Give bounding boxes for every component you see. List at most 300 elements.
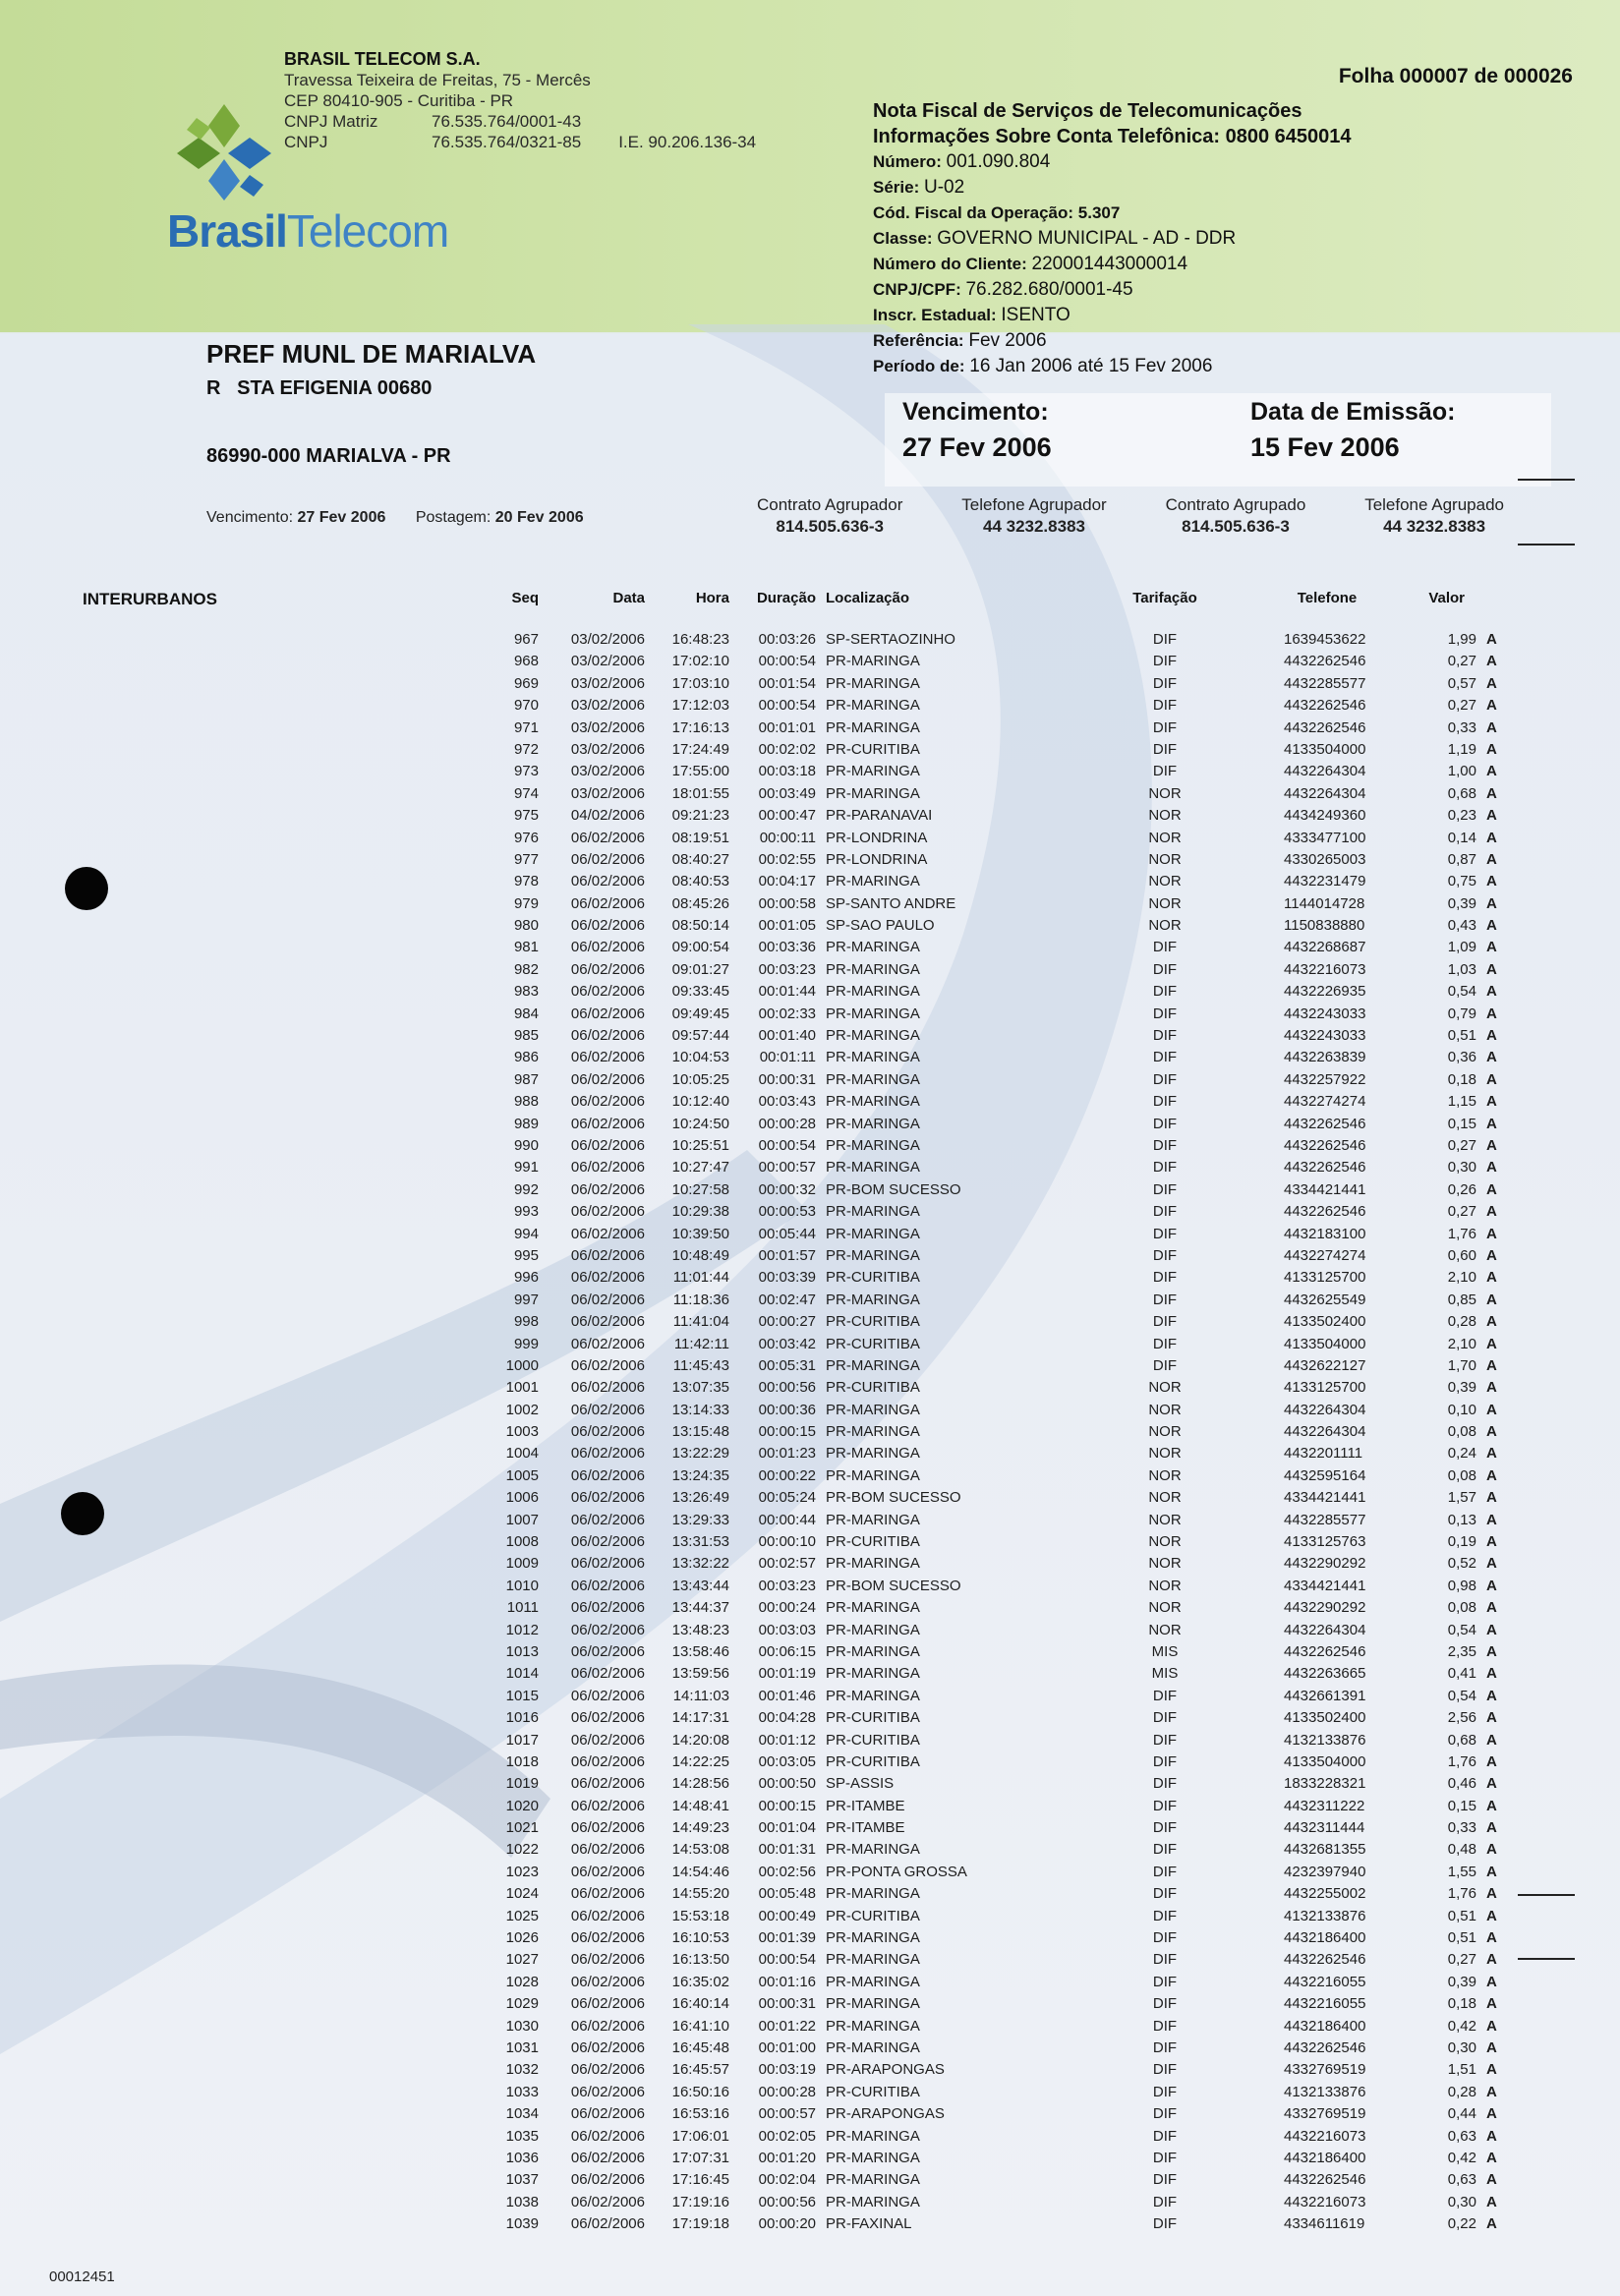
- cell-localizacao: PR-MARINGA: [826, 674, 920, 692]
- cell-seq: 1001: [505, 1379, 539, 1397]
- cell-localizacao: PR-MARINGA: [826, 1466, 920, 1484]
- cell-tarifacao: DIF: [1152, 1203, 1178, 1221]
- cell-telefone: 4334421441: [1284, 1489, 1366, 1507]
- cell-tax-flag: A: [1486, 1356, 1497, 1374]
- cell-hora: 17:19:16: [671, 2193, 729, 2210]
- cell-valor: 0,27: [1447, 1951, 1476, 1969]
- cell-localizacao: PR-MARINGA: [826, 1423, 920, 1441]
- cell-telefone: 1833228321: [1284, 1775, 1366, 1793]
- cell-tarifacao: DIF: [1152, 718, 1178, 736]
- cell-telefone: 4332769519: [1284, 2105, 1366, 2123]
- cell-tarifacao: DIF: [1152, 1995, 1178, 2013]
- brasil-telecom-logo-icon: [167, 96, 281, 204]
- cell-data: 06/02/2006: [570, 2083, 645, 2100]
- cell-duracao: 00:03:26: [758, 631, 816, 648]
- invoice-numero: Número: 001.090.804: [873, 151, 1051, 172]
- cell-duracao: 00:02:02: [758, 740, 816, 758]
- cell-data: 06/02/2006: [570, 894, 645, 912]
- cell-hora: 16:41:10: [671, 2017, 729, 2035]
- cell-tax-flag: A: [1486, 1599, 1497, 1617]
- cell-valor: 0,98: [1447, 1577, 1476, 1594]
- cell-duracao: 00:00:36: [758, 1401, 816, 1418]
- cell-tax-flag: A: [1486, 1863, 1497, 1880]
- cell-localizacao: PR-PONTA GROSSA: [826, 1863, 967, 1880]
- company-name: BRASIL TELECOM S.A.: [284, 49, 481, 69]
- cell-duracao: 00:00:54: [758, 1136, 816, 1154]
- cell-valor: 0,54: [1447, 1621, 1476, 1638]
- cell-hora: 13:26:49: [671, 1489, 729, 1507]
- cell-duracao: 00:00:28: [758, 1115, 816, 1132]
- cell-tax-flag: A: [1486, 1115, 1497, 1132]
- cell-data: 03/02/2006: [570, 784, 645, 802]
- cell-seq: 1006: [505, 1489, 539, 1507]
- cell-hora: 10:27:47: [671, 1159, 729, 1177]
- cell-valor: 0,08: [1447, 1599, 1476, 1617]
- cell-data: 06/02/2006: [570, 1775, 645, 1793]
- cell-hora: 14:22:25: [671, 1752, 729, 1770]
- cell-tax-flag: A: [1486, 1533, 1497, 1551]
- table-row: [462, 1157, 1514, 1178]
- cell-data: 06/02/2006: [570, 983, 645, 1001]
- cell-valor: 0,51: [1447, 1929, 1476, 1947]
- cell-valor: 0,18: [1447, 1995, 1476, 2013]
- table-row: [462, 1069, 1514, 1091]
- table-row: [462, 981, 1514, 1003]
- cell-tarifacao: DIF: [1152, 1027, 1178, 1045]
- cell-valor: 0,28: [1447, 1313, 1476, 1331]
- cell-seq: 999: [513, 1335, 539, 1352]
- grouped-contract: Contrato Agrupado 814.505.636-3: [1165, 495, 1306, 536]
- table-row: [462, 695, 1514, 717]
- cell-data: 06/02/2006: [570, 1621, 645, 1638]
- cell-duracao: 00:01:39: [758, 1929, 816, 1947]
- cell-seq: 1036: [505, 2149, 539, 2166]
- cell-hora: 14:28:56: [671, 1775, 729, 1793]
- cell-hora: 09:00:54: [671, 939, 729, 956]
- cell-localizacao: PR-MARINGA: [826, 1225, 920, 1242]
- cell-tax-flag: A: [1486, 784, 1497, 802]
- table-row: [462, 1421, 1514, 1443]
- cell-localizacao: PR-CURITIBA: [826, 1709, 920, 1727]
- cell-hora: 13:07:35: [671, 1379, 729, 1397]
- cell-hora: 13:14:33: [671, 1401, 729, 1418]
- cell-data: 03/02/2006: [570, 718, 645, 736]
- cell-valor: 0,27: [1447, 653, 1476, 670]
- cell-localizacao: PR-MARINGA: [826, 1291, 920, 1308]
- cell-duracao: 00:01:22: [758, 2017, 816, 2035]
- cell-data: 06/02/2006: [570, 2039, 645, 2056]
- cell-seq: 1038: [505, 2193, 539, 2210]
- cell-data: 06/02/2006: [570, 1423, 645, 1441]
- invoice-cfop: Cód. Fiscal da Operação: 5.307: [873, 203, 1121, 222]
- cell-localizacao: SP-ASSIS: [826, 1775, 895, 1793]
- cell-telefone: 4133504000: [1284, 1335, 1366, 1352]
- cell-tarifacao: DIF: [1152, 763, 1178, 780]
- invoice-info-line: Informações Sobre Conta Telefônica: 0800 6450014: [873, 126, 1352, 147]
- cell-hora: 13:59:56: [671, 1665, 729, 1683]
- cell-tax-flag: A: [1486, 1180, 1497, 1198]
- cell-data: 06/02/2006: [570, 1533, 645, 1551]
- cell-seq: 975: [513, 807, 539, 825]
- table-row: [462, 1883, 1514, 1905]
- cell-tarifacao: DIF: [1152, 1797, 1178, 1814]
- cell-localizacao: PR-LONDRINA: [826, 829, 928, 846]
- cell-valor: 0,27: [1447, 697, 1476, 715]
- cell-tax-flag: A: [1486, 2171, 1497, 2189]
- cell-tax-flag: A: [1486, 2061, 1497, 2079]
- cell-data: 06/02/2006: [570, 1752, 645, 1770]
- cell-tarifacao: DIF: [1152, 1335, 1178, 1352]
- cell-valor: 0,54: [1447, 1687, 1476, 1704]
- cell-tarifacao: DIF: [1152, 1929, 1178, 1947]
- cell-duracao: 00:01:11: [759, 1049, 816, 1066]
- cell-localizacao: PR-ARAPONGAS: [826, 2105, 945, 2123]
- cell-duracao: 00:02:05: [758, 2127, 816, 2145]
- cell-duracao: 00:02:47: [758, 1291, 816, 1308]
- cell-data: 06/02/2006: [570, 1642, 645, 1660]
- cell-tarifacao: DIF: [1152, 1841, 1178, 1859]
- cell-valor: 2,10: [1447, 1269, 1476, 1287]
- brand-logo-text: [167, 204, 448, 258]
- cell-valor: 0,79: [1447, 1004, 1476, 1022]
- cell-data: 03/02/2006: [570, 631, 645, 648]
- cell-duracao: 00:01:57: [758, 1246, 816, 1264]
- cell-seq: 1012: [505, 1621, 539, 1638]
- table-row: [462, 2082, 1514, 2103]
- cell-localizacao: PR-MARINGA: [826, 2039, 920, 2056]
- cell-duracao: 00:00:24: [758, 1599, 816, 1617]
- cell-tarifacao: DIF: [1152, 983, 1178, 1001]
- cell-localizacao: PR-MARINGA: [826, 1841, 920, 1859]
- cell-tax-flag: A: [1486, 850, 1497, 868]
- cell-tax-flag: A: [1486, 1027, 1497, 1045]
- cell-seq: 1034: [505, 2105, 539, 2123]
- cell-tarifacao: DIF: [1152, 1049, 1178, 1066]
- cell-telefone: 4432216055: [1284, 1995, 1366, 2013]
- cell-data: 06/02/2006: [570, 1203, 645, 1221]
- cell-tarifacao: NOR: [1148, 873, 1182, 890]
- cell-valor: 1,51: [1447, 2061, 1476, 2079]
- due-date-label: Vencimento:: [902, 398, 1049, 426]
- cell-valor: 1,76: [1447, 1752, 1476, 1770]
- table-row: [462, 1377, 1514, 1399]
- cell-hora: 10:05:25: [671, 1070, 729, 1088]
- cell-valor: 0,39: [1447, 1379, 1476, 1397]
- cell-localizacao: PR-MARINGA: [826, 873, 920, 890]
- table-row: [462, 2126, 1514, 2148]
- table-row: [462, 1597, 1514, 1619]
- cell-telefone: 4432255002: [1284, 1885, 1366, 1903]
- cell-localizacao: PR-CURITIBA: [826, 1731, 920, 1749]
- cell-telefone: 4432262546: [1284, 1136, 1366, 1154]
- cell-data: 06/02/2006: [570, 2171, 645, 2189]
- cell-duracao: 00:03:18: [758, 763, 816, 780]
- cell-hora: 10:29:38: [671, 1203, 729, 1221]
- cell-localizacao: PR-MARINGA: [826, 1951, 920, 1969]
- table-row: [462, 893, 1514, 915]
- table-row: [462, 1641, 1514, 1663]
- cell-telefone: 4432311444: [1284, 1819, 1365, 1837]
- table-row: [462, 1663, 1514, 1685]
- cell-valor: 0,68: [1447, 1731, 1476, 1749]
- cell-tarifacao: DIF: [1152, 1313, 1178, 1331]
- cell-localizacao: PR-ARAPONGAS: [826, 2061, 945, 2079]
- cell-seq: 1029: [505, 1995, 539, 2013]
- cell-seq: 976: [513, 829, 539, 846]
- recipient-city: 86990-000 MARIALVA - PR: [206, 445, 451, 467]
- cell-hora: 13:32:22: [671, 1555, 729, 1573]
- cnpj-value: 76.535.764/0321-85: [432, 133, 582, 151]
- cell-tarifacao: DIF: [1152, 2149, 1178, 2166]
- margin-mark: [1518, 1958, 1575, 1960]
- table-row: [462, 2192, 1514, 2213]
- cell-tarifacao: NOR: [1148, 1533, 1182, 1551]
- cell-hora: 17:07:31: [671, 2149, 729, 2166]
- table-row: [462, 2148, 1514, 2169]
- cell-localizacao: PR-MARINGA: [826, 1027, 920, 1045]
- cell-tax-flag: A: [1486, 1995, 1497, 2013]
- table-row: [462, 1993, 1514, 2015]
- cell-valor: 1,57: [1447, 1489, 1476, 1507]
- cell-telefone: 4133504000: [1284, 740, 1366, 758]
- cell-hora: 16:48:23: [671, 631, 729, 648]
- cell-duracao: 00:00:54: [758, 1951, 816, 1969]
- cell-hora: 14:11:03: [672, 1687, 729, 1704]
- cell-seq: 991: [513, 1159, 539, 1177]
- cell-valor: 0,14: [1447, 829, 1476, 846]
- cell-tarifacao: DIF: [1152, 939, 1178, 956]
- cell-data: 06/02/2006: [570, 1555, 645, 1573]
- cell-duracao: 00:02:33: [758, 1004, 816, 1022]
- cell-data: 06/02/2006: [570, 1489, 645, 1507]
- cell-tarifacao: DIF: [1152, 1225, 1178, 1242]
- cell-seq: 1004: [505, 1445, 539, 1463]
- cell-tax-flag: A: [1486, 1885, 1497, 1903]
- table-row: [462, 651, 1514, 672]
- cell-hora: 17:16:13: [671, 718, 729, 736]
- cell-tarifacao: DIF: [1152, 697, 1178, 715]
- cell-valor: 0,42: [1447, 2017, 1476, 2035]
- cell-localizacao: PR-CURITIBA: [826, 740, 920, 758]
- col-data: Data: [612, 590, 645, 606]
- margin-mark: [1518, 1894, 1575, 1896]
- cell-hora: 13:48:23: [671, 1621, 729, 1638]
- cell-data: 06/02/2006: [570, 1709, 645, 1727]
- cell-duracao: 00:02:57: [758, 1555, 816, 1573]
- cell-data: 06/02/2006: [570, 1246, 645, 1264]
- table-header: [462, 590, 1514, 629]
- cell-valor: 1,19: [1447, 740, 1476, 758]
- cell-seq: 986: [513, 1049, 539, 1066]
- cell-duracao: 00:05:24: [758, 1489, 816, 1507]
- cell-valor: 0,23: [1447, 807, 1476, 825]
- cell-hora: 09:49:45: [671, 1004, 729, 1022]
- cell-data: 06/02/2006: [570, 1863, 645, 1880]
- cell-seq: 990: [513, 1136, 539, 1154]
- cell-duracao: 00:02:56: [758, 1863, 816, 1880]
- ie-value: I.E. 90.206.136-34: [618, 133, 757, 151]
- cell-valor: 0,08: [1447, 1423, 1476, 1441]
- cell-hora: 08:50:14: [671, 917, 729, 935]
- cell-tax-flag: A: [1486, 2039, 1497, 2056]
- cell-hora: 16:45:48: [671, 2039, 729, 2056]
- cell-seq: 996: [513, 1269, 539, 1287]
- cell-seq: 970: [513, 697, 539, 715]
- cell-tarifacao: DIF: [1152, 1709, 1178, 1727]
- cell-telefone: 4432257922: [1284, 1070, 1366, 1088]
- cell-duracao: 00:00:54: [758, 697, 816, 715]
- cell-duracao: 00:00:27: [758, 1313, 816, 1331]
- cell-tarifacao: DIF: [1152, 1004, 1178, 1022]
- cell-hora: 10:25:51: [671, 1136, 729, 1154]
- cell-seq: 977: [513, 850, 539, 868]
- cell-hora: 09:33:45: [671, 983, 729, 1001]
- cell-hora: 17:03:10: [671, 674, 729, 692]
- cell-localizacao: PR-MARINGA: [826, 1973, 920, 1990]
- cell-tax-flag: A: [1486, 1907, 1497, 1924]
- cell-tax-flag: A: [1486, 1246, 1497, 1264]
- cell-hora: 09:01:27: [671, 960, 729, 978]
- cell-localizacao: PR-MARINGA: [826, 1642, 920, 1660]
- cell-seq: 1032: [505, 2061, 539, 2079]
- cell-data: 06/02/2006: [570, 2193, 645, 2210]
- cell-seq: 1015: [505, 1687, 539, 1704]
- cell-valor: 0,60: [1447, 1246, 1476, 1264]
- cell-data: 06/02/2006: [570, 917, 645, 935]
- cell-telefone: 4432201111: [1284, 1445, 1363, 1463]
- cell-telefone: 4432264304: [1284, 1401, 1366, 1418]
- cell-data: 06/02/2006: [570, 1269, 645, 1287]
- due-date-value: 27 Fev 2006: [902, 432, 1052, 462]
- cell-tax-flag: A: [1486, 1070, 1497, 1088]
- cell-localizacao: PR-MARINGA: [826, 1115, 920, 1132]
- cell-tax-flag: A: [1486, 1687, 1497, 1704]
- cell-data: 06/02/2006: [570, 1511, 645, 1528]
- cell-duracao: 00:00:57: [758, 2105, 816, 2123]
- cell-seq: 1010: [505, 1577, 539, 1594]
- cell-tarifacao: MIS: [1151, 1642, 1179, 1660]
- cell-seq: 1018: [505, 1752, 539, 1770]
- cell-telefone: 4432625549: [1284, 1291, 1366, 1308]
- table-row: [462, 1443, 1514, 1464]
- sheet-counter: Folha 000007 de 000026: [1338, 65, 1573, 87]
- cell-valor: 0,42: [1447, 2149, 1476, 2166]
- cell-seq: 969: [513, 674, 539, 692]
- cell-tax-flag: A: [1486, 631, 1497, 648]
- table-row: [462, 1135, 1514, 1157]
- cell-valor: 0,75: [1447, 873, 1476, 890]
- cell-hora: 10:27:58: [671, 1180, 729, 1198]
- cell-duracao: 00:05:48: [758, 1885, 816, 1903]
- cell-tax-flag: A: [1486, 1489, 1497, 1507]
- cell-tarifacao: DIF: [1152, 1356, 1178, 1374]
- table-row: [462, 1553, 1514, 1575]
- cell-hora: 10:39:50: [671, 1225, 729, 1242]
- document-number: 00012451: [49, 2268, 115, 2285]
- cell-seq: 973: [513, 763, 539, 780]
- cell-data: 06/02/2006: [570, 1313, 645, 1331]
- table-body: [462, 629, 1514, 2236]
- cell-tarifacao: DIF: [1152, 674, 1178, 692]
- cell-valor: 0,30: [1447, 2039, 1476, 2056]
- cell-telefone: 4432262546: [1284, 1203, 1366, 1221]
- cell-tax-flag: A: [1486, 1731, 1497, 1749]
- cell-seq: 1026: [505, 1929, 539, 1947]
- cell-hora: 14:55:20: [671, 1885, 729, 1903]
- cell-duracao: 00:03:39: [758, 1269, 816, 1287]
- cell-valor: 1,55: [1447, 1863, 1476, 1880]
- cell-duracao: 00:01:40: [758, 1027, 816, 1045]
- cell-data: 06/02/2006: [570, 1841, 645, 1859]
- cell-valor: 0,85: [1447, 1291, 1476, 1308]
- cell-data: 06/02/2006: [570, 960, 645, 978]
- cnpj-matriz-label: CNPJ Matriz: [284, 112, 378, 131]
- cell-hora: 14:54:46: [671, 1863, 729, 1880]
- cell-duracao: 00:00:20: [758, 2215, 816, 2233]
- cell-localizacao: PR-LONDRINA: [826, 850, 928, 868]
- cell-duracao: 00:00:11: [759, 829, 816, 846]
- table-row: [462, 1730, 1514, 1751]
- cell-data: 06/02/2006: [570, 1379, 645, 1397]
- cnpj-matriz-row: [284, 111, 756, 132]
- cell-duracao: 00:01:20: [758, 2149, 816, 2166]
- cell-tarifacao: DIF: [1152, 1951, 1178, 1969]
- cell-valor: 0,15: [1447, 1115, 1476, 1132]
- strip-venc-label: Vencimento:: [206, 509, 294, 526]
- table-row: [462, 1201, 1514, 1223]
- cell-duracao: 00:03:43: [758, 1093, 816, 1111]
- table-row: [462, 1796, 1514, 1817]
- logo-text-light: Telecom: [286, 205, 449, 257]
- cell-telefone: 4432285577: [1284, 674, 1366, 692]
- cell-telefone: 4133504000: [1284, 1752, 1366, 1770]
- cell-telefone: 4432262546: [1284, 697, 1366, 715]
- cell-tax-flag: A: [1486, 1269, 1497, 1287]
- cell-data: 06/02/2006: [570, 1070, 645, 1088]
- cell-localizacao: PR-MARINGA: [826, 1929, 920, 1947]
- cell-telefone: 4432216055: [1284, 1973, 1366, 1990]
- cell-localizacao: PR-CURITIBA: [826, 1752, 920, 1770]
- cell-tarifacao: DIF: [1152, 1973, 1178, 1990]
- table-row: [462, 1817, 1514, 1839]
- invoice-inscr: Inscr. Estadual: ISENTO: [873, 305, 1070, 325]
- cell-tax-flag: A: [1486, 1555, 1497, 1573]
- cell-hora: 14:17:31: [671, 1709, 729, 1727]
- cell-data: 06/02/2006: [570, 1004, 645, 1022]
- invoice-cliente: Número do Cliente: 220001443000014: [873, 254, 1188, 274]
- cell-hora: 10:48:49: [671, 1246, 729, 1264]
- cell-duracao: 00:01:19: [758, 1665, 816, 1683]
- cell-hora: 16:45:57: [671, 2061, 729, 2079]
- cell-data: 06/02/2006: [570, 2215, 645, 2233]
- table-row: [462, 1620, 1514, 1641]
- cell-tarifacao: NOR: [1148, 1445, 1182, 1463]
- cell-seq: 1039: [505, 2215, 539, 2233]
- cell-tax-flag: A: [1486, 653, 1497, 670]
- cell-seq: 972: [513, 740, 539, 758]
- cell-seq: 1005: [505, 1466, 539, 1484]
- cell-valor: 0,68: [1447, 784, 1476, 802]
- table-row: [462, 673, 1514, 695]
- table-row: [462, 1245, 1514, 1267]
- cell-data: 06/02/2006: [570, 1445, 645, 1463]
- cell-tarifacao: DIF: [1152, 1070, 1178, 1088]
- table-row: [462, 1487, 1514, 1509]
- cell-valor: 0,30: [1447, 1159, 1476, 1177]
- cell-data: 03/02/2006: [570, 674, 645, 692]
- cell-localizacao: PR-MARINGA: [826, 1159, 920, 1177]
- cell-data: 06/02/2006: [570, 1731, 645, 1749]
